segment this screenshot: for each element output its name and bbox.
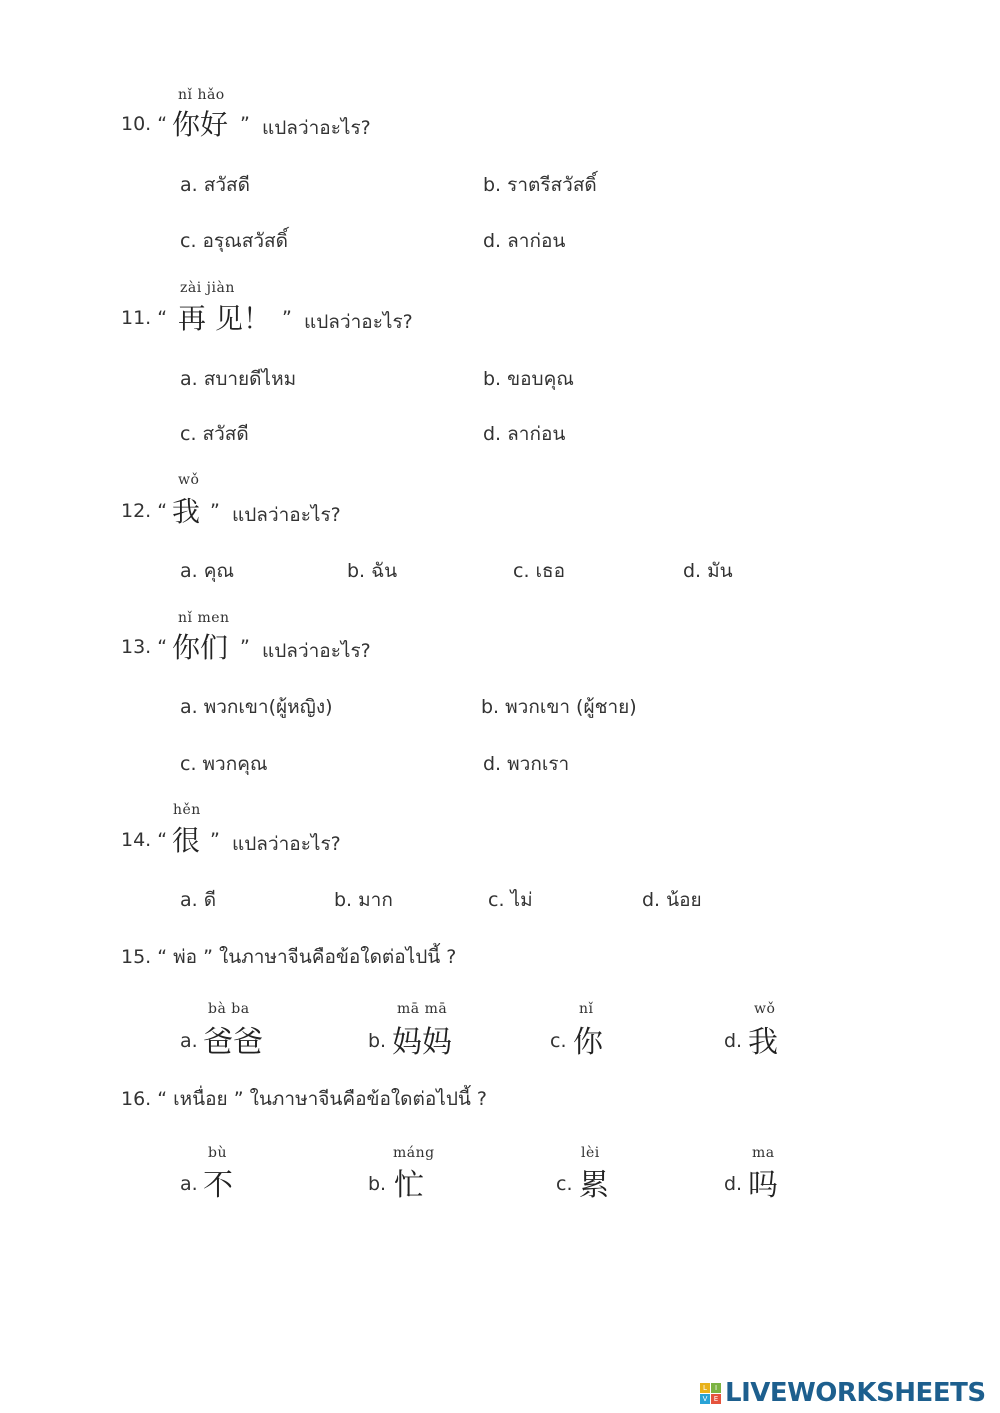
q12-close-quote: ” xyxy=(210,500,220,522)
q10-option-c[interactable]: c. อรุณสวัสดิ์ xyxy=(180,230,288,252)
q16-option-d-hanzi[interactable]: 吗 xyxy=(748,1168,778,1203)
logo-tile-l: L xyxy=(700,1383,710,1393)
q12-option-b[interactable]: b. ฉัน xyxy=(347,560,398,582)
q15-option-d-label[interactable]: d. xyxy=(724,1030,743,1052)
q13-option-a[interactable]: a. พวกเขา(ผู้หญิง) xyxy=(180,696,333,718)
q10-prompt: แปลว่าอะไร? xyxy=(262,117,371,139)
q12-hanzi: 我 xyxy=(172,495,201,528)
q14-close-quote: ” xyxy=(210,829,220,851)
q15-option-a-pinyin: bà ba xyxy=(208,1001,250,1017)
q14-option-c[interactable]: c. ไม่ xyxy=(488,889,533,911)
logo-tile-v: V xyxy=(700,1394,710,1404)
q10-option-a[interactable]: a. สวัสดี xyxy=(180,174,250,196)
liveworksheets-logo-icon xyxy=(700,1383,721,1404)
q11-hanzi: 再 见！ xyxy=(178,302,271,335)
q13-prompt: แปลว่าอะไร? xyxy=(262,640,371,662)
q12-option-c[interactable]: c. เธอ xyxy=(513,560,566,582)
q10-pinyin: nǐ hǎo xyxy=(178,87,225,103)
q16-option-d-pinyin: ma xyxy=(752,1145,775,1161)
q11-close-quote: ” xyxy=(282,307,292,329)
q15-option-c-pinyin: nǐ xyxy=(579,1001,594,1017)
q12-pinyin: wǒ xyxy=(178,472,200,488)
q16-option-a-label[interactable]: a. xyxy=(180,1173,198,1195)
q16-option-b-hanzi[interactable]: 忙 xyxy=(394,1168,424,1203)
q15-option-b-label[interactable]: b. xyxy=(368,1030,387,1052)
q15-question: 15. “ พ่อ ” ในภาษาจีนคือข้อใดต่อไปนี้ ? xyxy=(121,946,457,968)
q13-option-b[interactable]: b. พวกเขา (ผู้ชาย) xyxy=(481,696,637,718)
logo-tile-e: E xyxy=(711,1394,721,1404)
q13-number: 13. “ xyxy=(121,636,168,658)
q12-option-d[interactable]: d. มัน xyxy=(683,560,733,582)
liveworksheets-wordmark: LIVEWORKSHEETS xyxy=(725,1378,986,1408)
q13-close-quote: ” xyxy=(240,636,250,658)
q14-option-d[interactable]: d. น้อย xyxy=(642,889,702,911)
q10-option-d[interactable]: d. ลาก่อน xyxy=(483,230,566,252)
liveworksheets-brand xyxy=(700,1378,986,1408)
q16-option-a-hanzi[interactable]: 不 xyxy=(203,1168,233,1203)
q16-option-b-label[interactable]: b. xyxy=(368,1173,387,1195)
q14-pinyin: hěn xyxy=(173,802,201,818)
q13-option-c[interactable]: c. พวกคุณ xyxy=(180,753,268,775)
q15-option-b-pinyin: mā mā xyxy=(397,1001,448,1017)
q15-option-b-hanzi[interactable]: 妈妈 xyxy=(392,1025,452,1060)
q16-option-a-pinyin: bù xyxy=(208,1145,227,1161)
q15-option-c-hanzi[interactable]: 你 xyxy=(573,1025,603,1060)
q13-pinyin: nǐ men xyxy=(178,610,230,626)
q14-number: 14. “ xyxy=(121,829,168,851)
q15-option-a-label[interactable]: a. xyxy=(180,1030,198,1052)
q14-prompt: แปลว่าอะไร? xyxy=(232,833,341,855)
q15-option-a-hanzi[interactable]: 爸爸 xyxy=(203,1025,263,1060)
q11-pinyin: zài jiàn xyxy=(180,280,235,296)
q16-option-c-label[interactable]: c. xyxy=(556,1173,573,1195)
q14-option-b[interactable]: b. มาก xyxy=(334,889,393,911)
q15-option-d-pinyin: wǒ xyxy=(754,1001,776,1017)
q11-option-c[interactable]: c. สวัสดี xyxy=(180,423,249,445)
q16-option-c-pinyin: lèi xyxy=(581,1145,600,1161)
q10-option-b[interactable]: b. ราตรีสวัสดิ์ xyxy=(483,174,597,196)
q11-option-b[interactable]: b. ขอบคุณ xyxy=(483,368,574,390)
q16-option-b-pinyin: máng xyxy=(393,1145,435,1161)
q10-close-quote: ” xyxy=(240,113,250,135)
q11-number: 11. “ xyxy=(121,307,168,329)
q11-option-a[interactable]: a. สบายดีไหม xyxy=(180,368,297,390)
q14-hanzi: 很 xyxy=(172,824,201,857)
q16-option-d-label[interactable]: d. xyxy=(724,1173,743,1195)
q12-option-a[interactable]: a. คุณ xyxy=(180,560,235,582)
q13-option-d[interactable]: d. พวกเรา xyxy=(483,753,570,775)
q11-prompt: แปลว่าอะไร? xyxy=(304,311,413,333)
q11-option-d[interactable]: d. ลาก่อน xyxy=(483,423,566,445)
q16-option-c-hanzi[interactable]: 累 xyxy=(579,1168,609,1203)
q12-number: 12. “ xyxy=(121,500,168,522)
logo-tile-i: I xyxy=(711,1383,721,1393)
q15-option-c-label[interactable]: c. xyxy=(550,1030,567,1052)
q10-hanzi: 你好 xyxy=(172,108,229,141)
q13-hanzi: 你们 xyxy=(172,631,229,664)
q12-prompt: แปลว่าอะไร? xyxy=(232,504,341,526)
q14-option-a[interactable]: a. ดี xyxy=(180,889,217,911)
q16-question: 16. “ เหนื่อย ” ในภาษาจีนคือข้อใดต่อไปนี้ ? xyxy=(121,1088,488,1110)
q10-number: 10. “ xyxy=(121,113,168,135)
q15-option-d-hanzi[interactable]: 我 xyxy=(748,1025,778,1060)
